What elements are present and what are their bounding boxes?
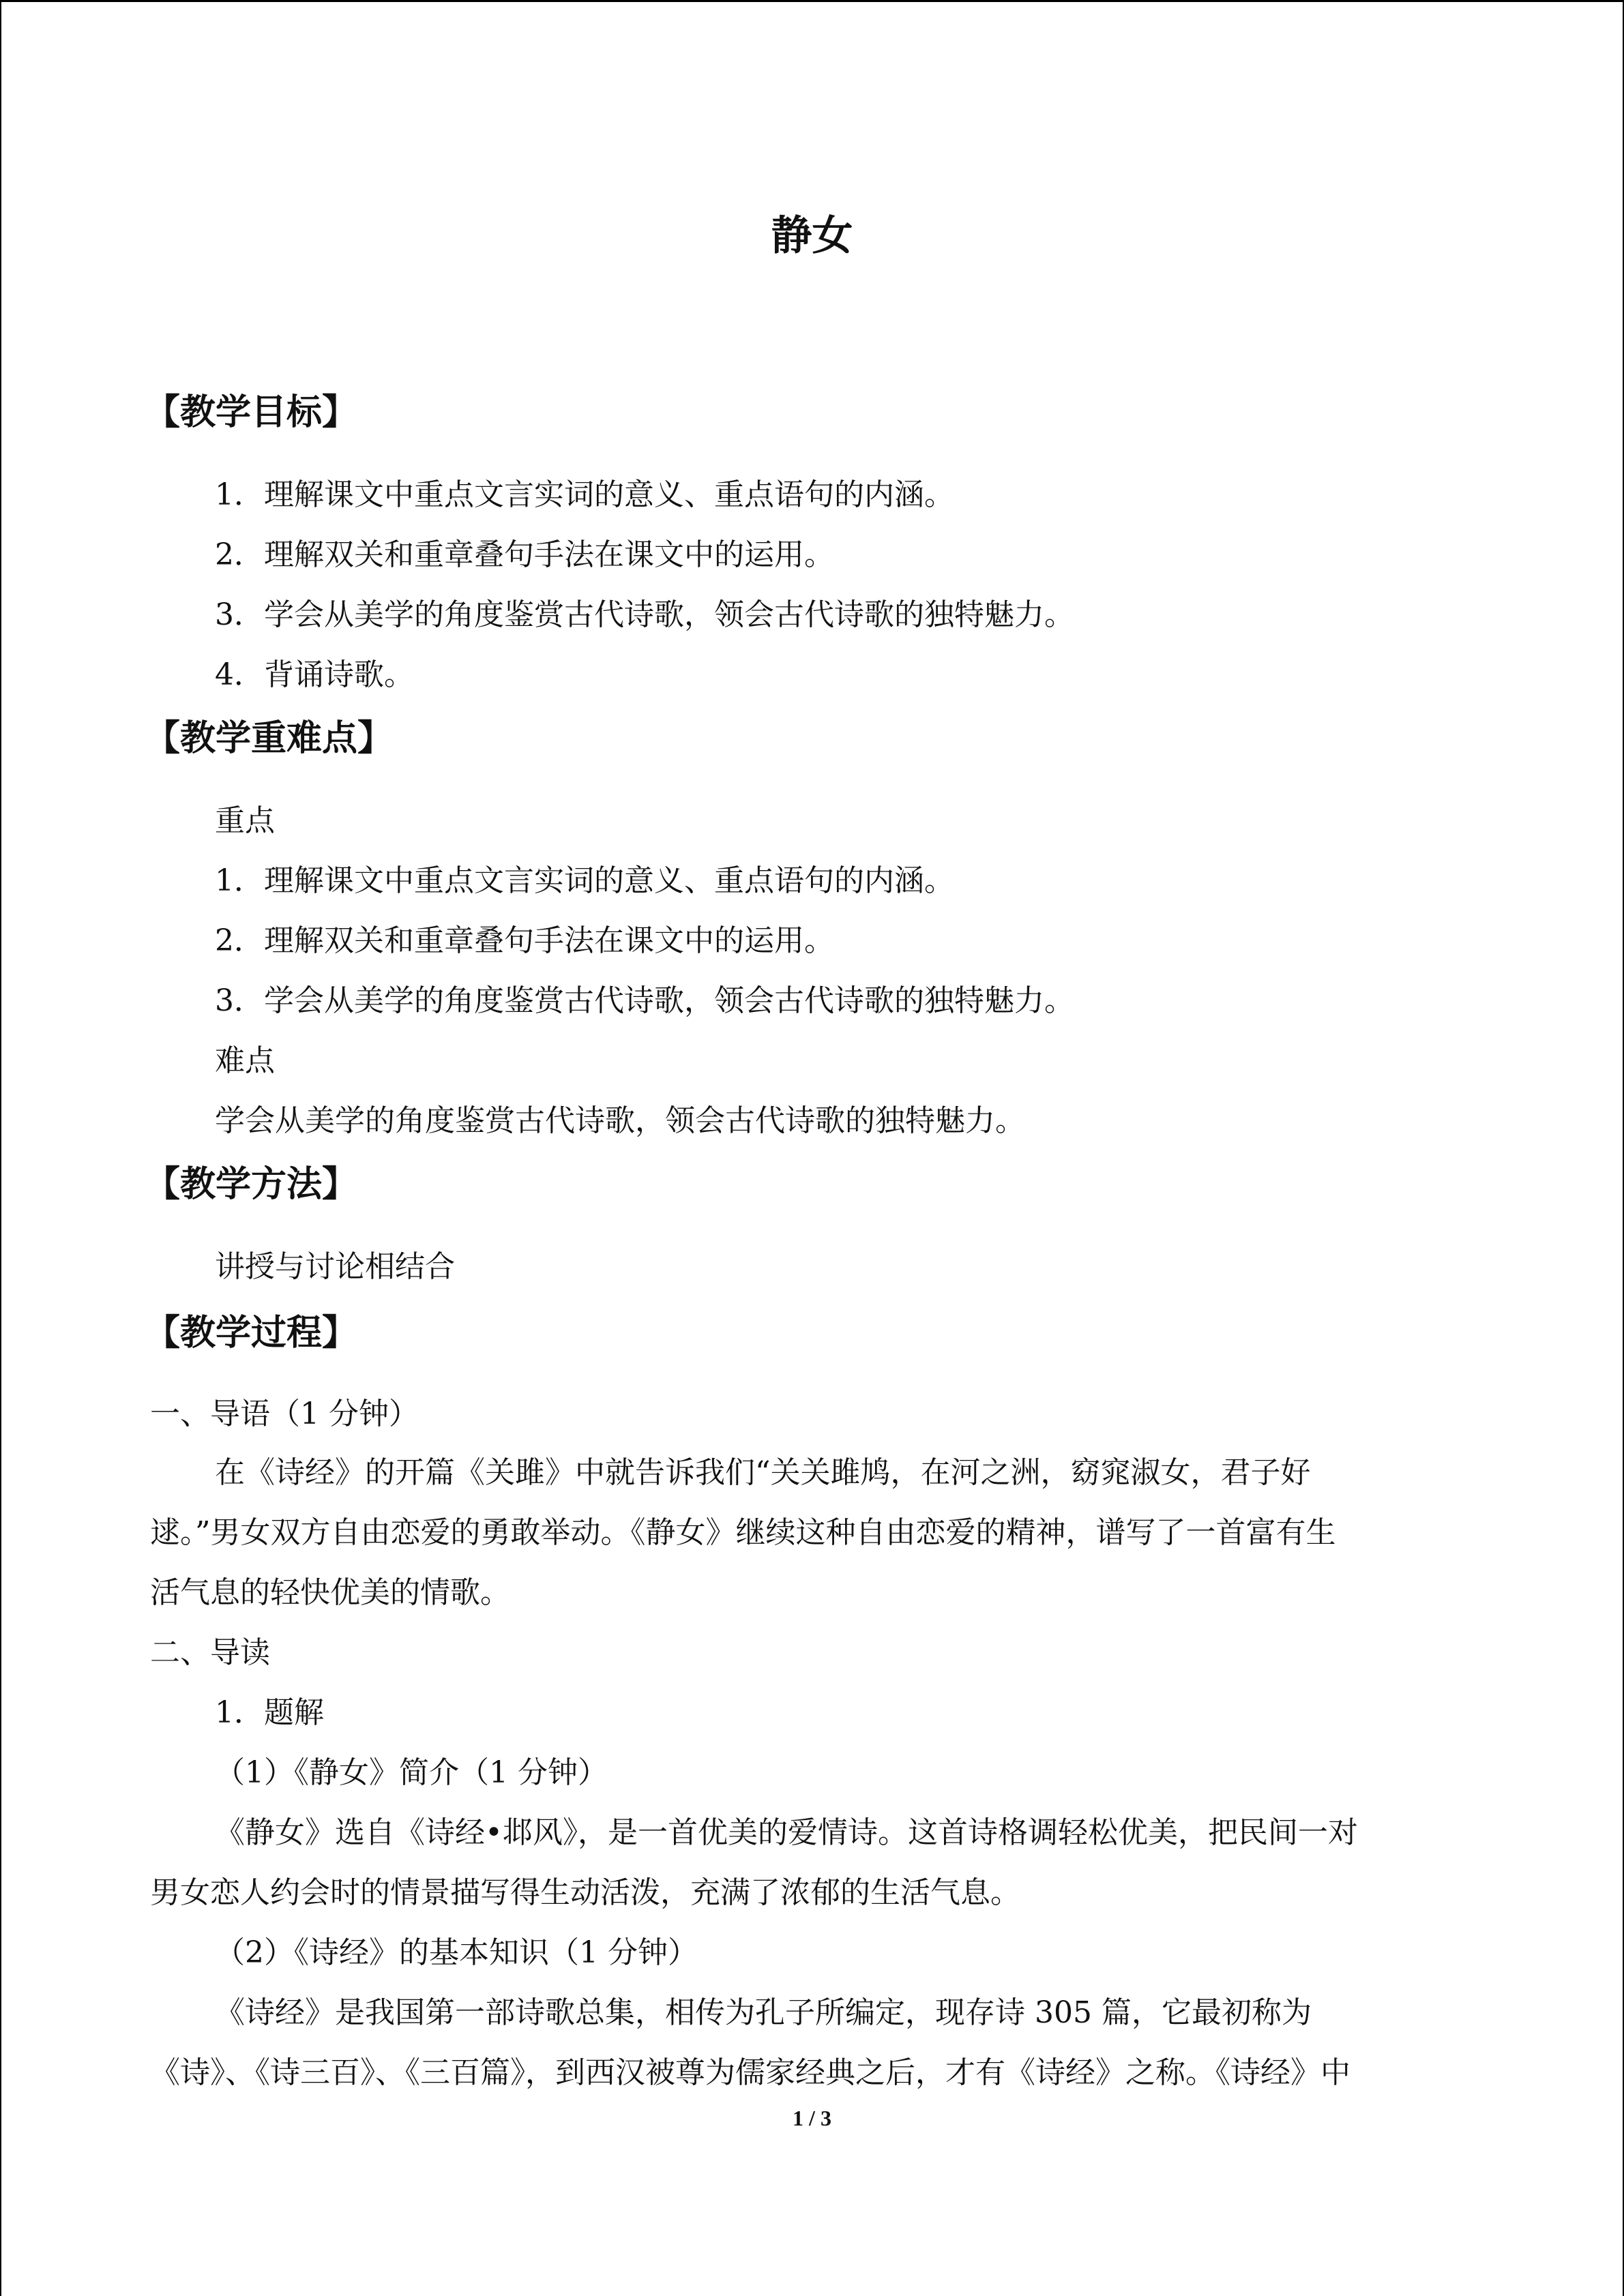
objective-item: 1．理解课文中重点文言实词的意义、重点语句的内涵。 [215,477,954,512]
key-item: 3．学会从美学的角度鉴赏古代诗歌，领会古代诗歌的独特魅力。 [215,983,1074,1018]
process-part1-line: 活气息的轻快优美的情歌。 [150,1575,510,1610]
key-item: 2．理解双关和重章叠句手法在课文中的运用。 [215,923,834,958]
key-label: 重点 [215,803,275,838]
difficult-text: 学会从美学的角度鉴赏古代诗歌，领会古代诗歌的独特魅力。 [215,1103,1025,1138]
process-part1-title: 一、导语（1 分钟） [150,1397,419,1431]
process-sub1-2: （2）《诗经》的基本知识（1 分钟） [215,1935,698,1970]
process-part1-line: 在《诗经》的开篇《关雎》中就告诉我们“关关雎鸠，在河之洲，窈窕淑女，君子好 [215,1455,1311,1490]
process-part1-line: 逑。”男女双方自由恋爱的勇敢举动。《静女》继续这种自由恋爱的精神，谱写了一首富有生 [150,1515,1336,1550]
page-number: 1 / 3 [793,2106,831,2130]
process-sub1-1-line: 男女恋人约会时的情景描写得生动活泼，充满了浓郁的生活气息。 [150,1875,1020,1910]
section-heading-process: 【教学过程】 [145,1313,358,1354]
objective-item: 2．理解双关和重章叠句手法在课文中的运用。 [215,537,834,572]
section-heading-methods: 【教学方法】 [145,1164,358,1205]
objective-item: 4．背诵诗歌。 [215,657,414,692]
process-sub1-2-line: 《诗》、《诗三百》、《三百篇》，到西汉被尊为儒家经典之后，才有《诗经》之称。《诗经》中 [150,2055,1350,2090]
section-heading-key-points: 【教学重难点】 [145,718,394,759]
document-title: 静女 [771,212,853,260]
process-part2-title: 二、导读 [150,1635,270,1670]
key-item: 1．理解课文中重点文言实词的意义、重点语句的内涵。 [215,863,954,898]
methods-text: 讲授与讨论相结合 [215,1249,455,1284]
process-sub1-2-line: 《诗经》是我国第一部诗歌总集，相传为孔子所编定，现存诗 305 篇，它最初称为 [215,1995,1312,2030]
objective-item: 3．学会从美学的角度鉴赏古代诗歌，领会古代诗歌的独特魅力。 [215,597,1074,632]
section-heading-objectives: 【教学目标】 [145,392,358,433]
process-sub1: 1．题解 [215,1695,324,1730]
process-sub1-1-line: 《静女》选自《诗经•邶风》，是一首优美的爱情诗。这首诗格调轻松优美，把民间一对 [215,1815,1358,1850]
difficult-label: 难点 [215,1043,275,1078]
process-sub1-1: （1）《静女》简介（1 分钟） [215,1755,608,1790]
